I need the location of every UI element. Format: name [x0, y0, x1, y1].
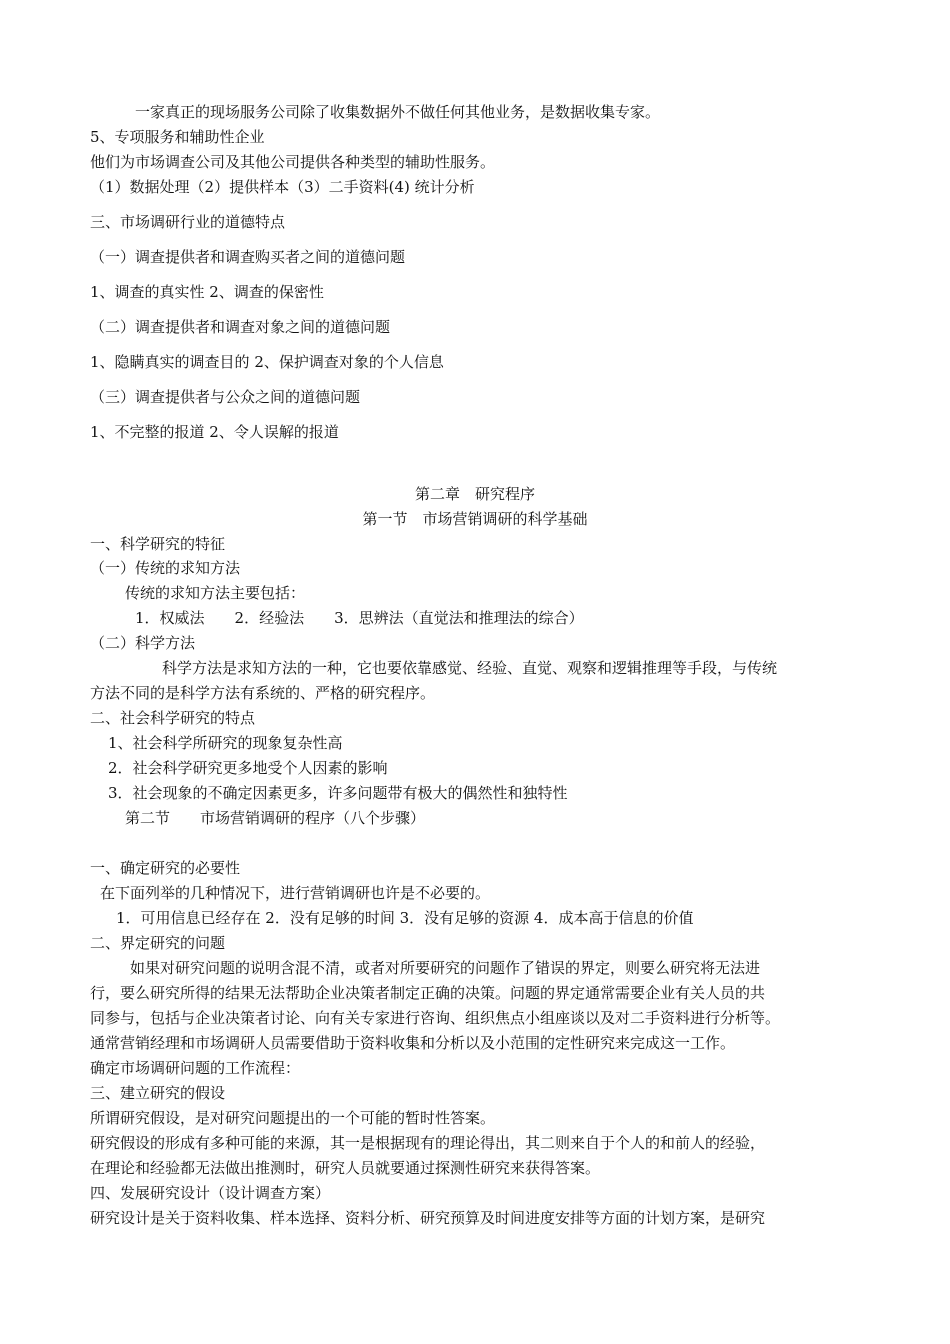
paragraph: 研究假设的形成有多种可能的来源，其一是根据现有的理论得出，其二则来自于个人的和前人的经验，	[90, 1134, 766, 1152]
list-text: 1、隐瞒真实的调查目的 2、保护调查对象的个人信息	[90, 353, 444, 371]
section-heading: 四、发展研究设计（设计调查方案）	[90, 1184, 331, 1202]
list-text: 1．可用信息已经存在 2．没有足够的时间 3．没有足够的资源 4．成本高于信息的价值	[116, 909, 694, 927]
subsection-heading: （一）调查提供者和调查购买者之间的道德问题	[90, 248, 406, 266]
paragraph: 如果对研究问题的说明含混不清，或者对所要研究的问题作了错误的界定，则要么研究将无法进	[130, 959, 761, 977]
section-heading: 二、社会科学研究的特点	[90, 709, 256, 727]
paragraph: 在下面列举的几种情况下，进行营销调研也许是不必要的。	[100, 884, 491, 902]
list-heading: 5、专项服务和辅助性企业	[90, 128, 265, 146]
subsection-heading: （三）调查提供者与公众之间的道德问题	[90, 388, 361, 406]
paragraph: 确定市场调研问题的工作流程：	[90, 1059, 301, 1077]
paragraph: 他们为市场调查公司及其他公司提供各种类型的辅助性服务。	[90, 153, 496, 171]
subsection-heading: （二）科学方法	[90, 634, 196, 652]
list-item: 3．社会现象的不确定因素更多，许多问题带有极大的偶然性和独特性	[108, 784, 568, 802]
paragraph: 研究设计是关于资料收集、样本选择、资料分析、研究预算及时间进度安排等方面的计划方案，是研究	[90, 1209, 766, 1227]
section-heading: 一、科学研究的特征	[90, 535, 226, 553]
subsection-heading: （一）传统的求知方法	[90, 559, 241, 577]
section-heading: 三、建立研究的假设	[90, 1084, 226, 1102]
paragraph: 方法不同的是科学方法有系统的、严格的研究程序。	[90, 684, 436, 702]
list-item: 1、社会科学所研究的现象复杂性高	[108, 734, 343, 752]
section-heading: 三、市场调研行业的道德特点	[90, 213, 286, 231]
list-text: （1）数据处理（2）提供样本（3）二手资料(4) 统计分析	[90, 178, 475, 196]
list-item: 2．社会科学研究更多地受个人因素的影响	[108, 759, 388, 777]
section-title: 第二节 市场营销调研的程序（八个步骤）	[125, 809, 426, 827]
subsection-heading: （二）调查提供者和调查对象之间的道德问题	[90, 318, 391, 336]
section-heading: 一、确定研究的必要性	[90, 859, 241, 877]
list-text: 1、调查的真实性 2、调查的保密性	[90, 283, 324, 301]
paragraph: 科学方法是求知方法的一种，它也要依靠感觉、经验、直觉、观察和逻辑推理等手段，与传统	[162, 659, 778, 677]
paragraph: 所谓研究假设，是对研究问题提出的一个可能的暂时性答案。	[90, 1109, 496, 1127]
paragraph: 行，要么研究所得的结果无法帮助企业决策者制定正确的决策。问题的界定通常需要企业有关人员的共	[90, 984, 766, 1002]
section-heading: 二、界定研究的问题	[90, 934, 226, 952]
paragraph: 通常营销经理和市场调研人员需要借助于资料收集和分析以及小范围的定性研究来完成这一工作。	[90, 1034, 736, 1052]
paragraph: 在理论和经验都无法做出推测时，研究人员就要通过探测性研究来获得答案。	[90, 1159, 601, 1177]
list-text: 1．权威法 2．经验法 3．思辨法（直觉法和推理法的综合）	[135, 609, 584, 627]
paragraph: 一家真正的现场服务公司除了收集数据外不做任何其他业务，是数据收集专家。	[135, 103, 661, 121]
chapter-title: 第二章 研究程序	[414, 485, 535, 503]
section-title: 第一节 市场营销调研的科学基础	[362, 510, 588, 528]
paragraph: 传统的求知方法主要包括：	[125, 584, 306, 602]
list-text: 1、不完整的报道 2、令人误解的报道	[90, 423, 339, 441]
paragraph: 同参与，包括与企业决策者讨论、向有关专家进行咨询、组织焦点小组座谈以及对二手资料进行分析等。	[90, 1009, 781, 1027]
